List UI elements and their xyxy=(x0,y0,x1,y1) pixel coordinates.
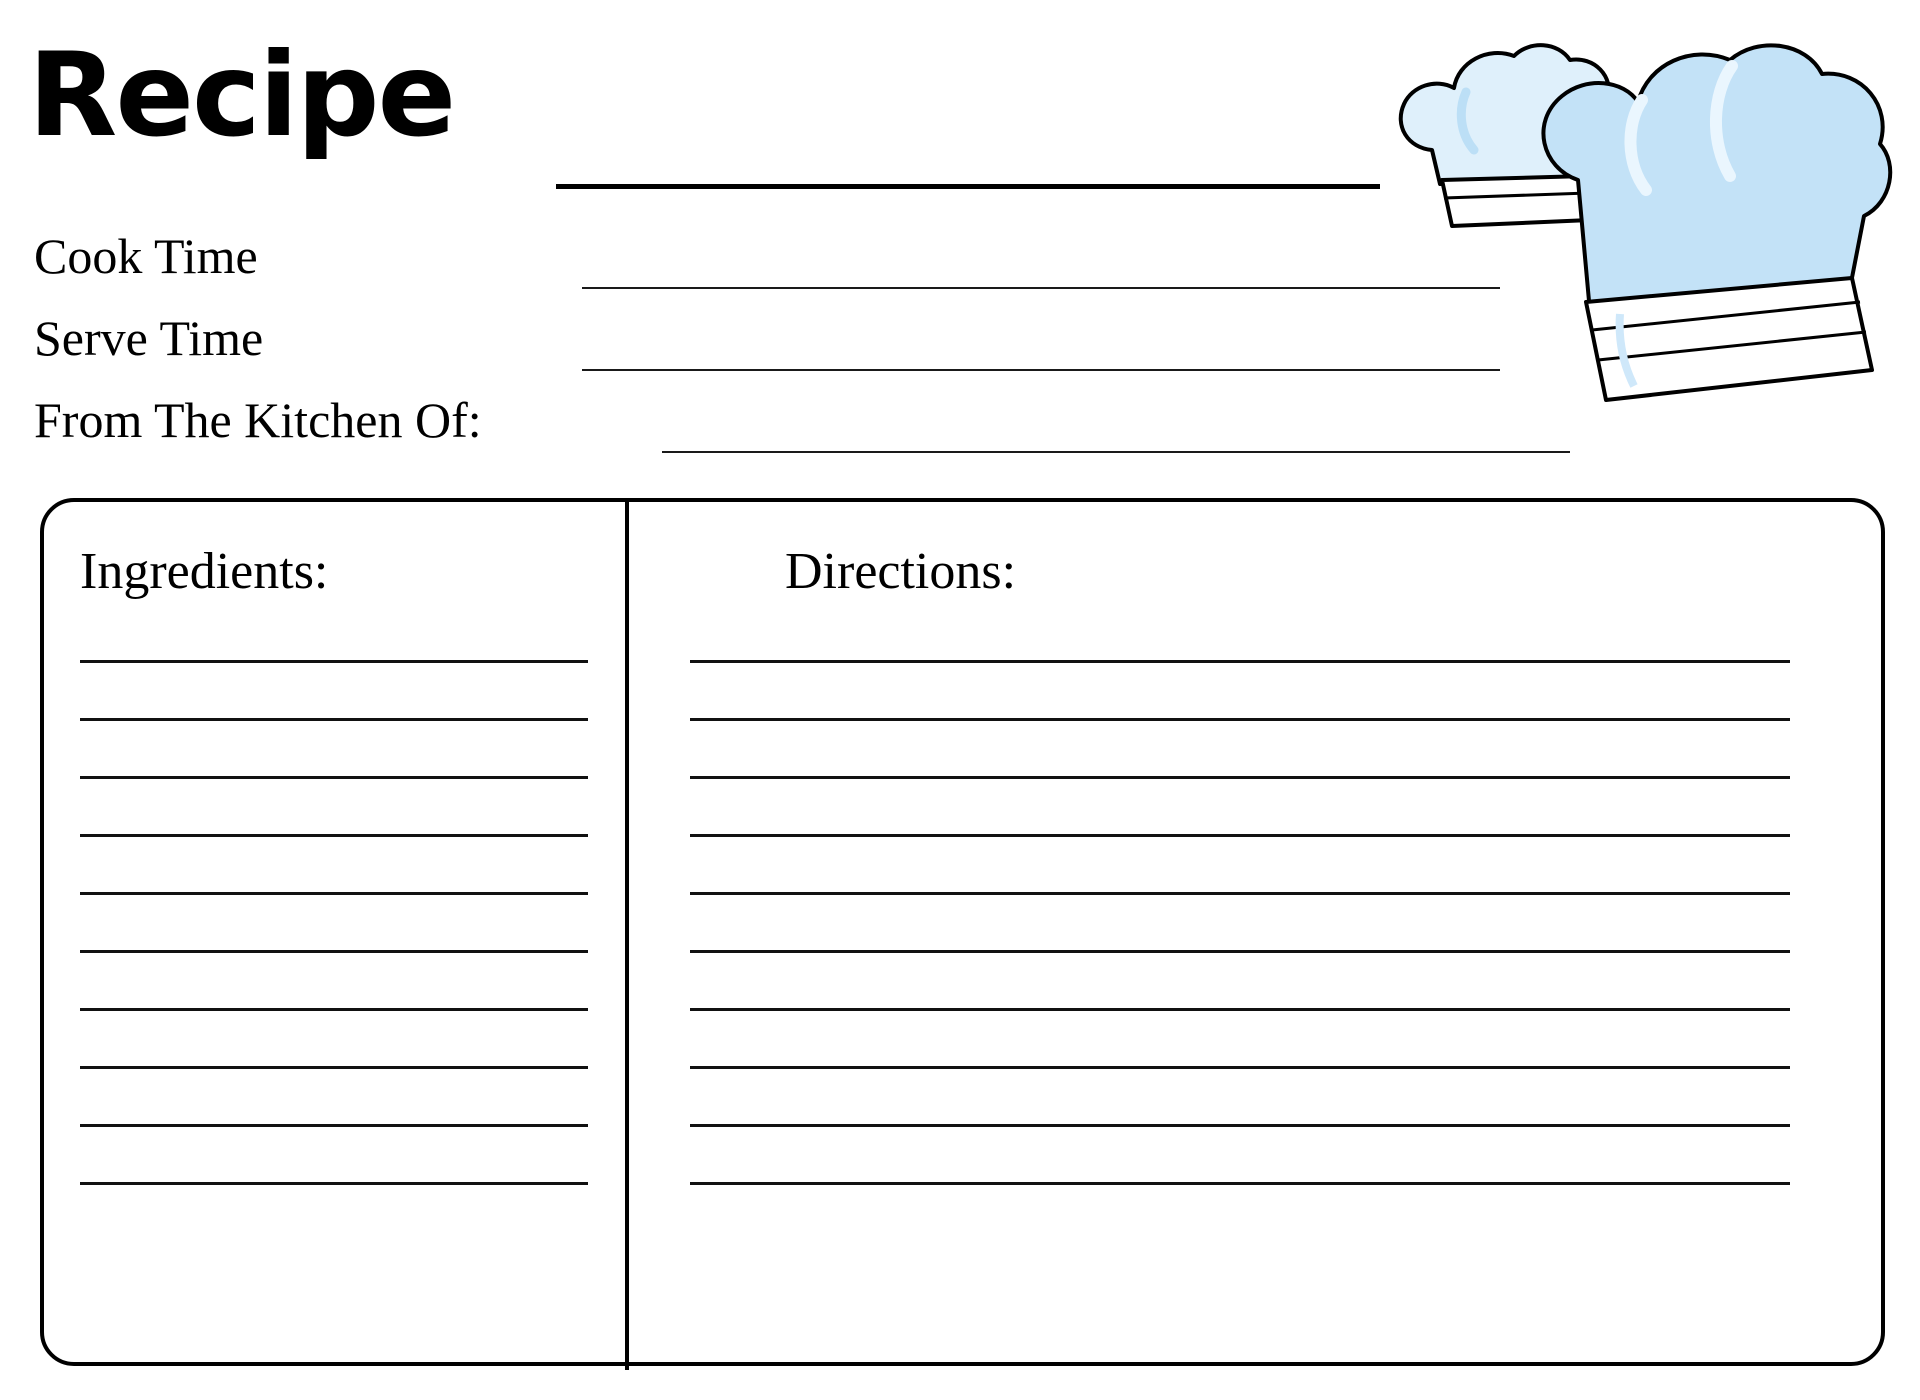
from-the-kitchen-of-writing-line[interactable] xyxy=(662,451,1570,453)
recipe-name-writing-line[interactable] xyxy=(556,184,1380,189)
direction-line[interactable] xyxy=(690,892,1790,895)
cook-time-label: Cook Time xyxy=(34,228,258,284)
ingredients-lines xyxy=(80,660,588,1240)
from-the-kitchen-of-label: From The Kitchen Of: xyxy=(34,392,482,448)
cook-time-writing-line[interactable] xyxy=(582,287,1500,289)
card-column-divider xyxy=(625,498,629,1370)
title-row xyxy=(28,28,1428,168)
direction-line[interactable] xyxy=(690,834,1790,837)
ingredient-line[interactable] xyxy=(80,950,588,953)
direction-line[interactable] xyxy=(690,1182,1790,1185)
direction-line[interactable] xyxy=(690,1124,1790,1127)
ingredient-line[interactable] xyxy=(80,1066,588,1069)
serve-time-label: Serve Time xyxy=(34,310,264,366)
serve-time-writing-line[interactable] xyxy=(582,369,1500,371)
direction-line[interactable] xyxy=(690,950,1790,953)
ingredient-line[interactable] xyxy=(80,834,588,837)
directions-heading: Directions: xyxy=(785,543,1017,600)
directions-lines xyxy=(690,660,1790,1240)
ingredient-line[interactable] xyxy=(80,776,588,779)
ingredient-line[interactable] xyxy=(80,1008,588,1011)
direction-line[interactable] xyxy=(690,1008,1790,1011)
direction-line[interactable] xyxy=(690,1066,1790,1069)
ingredient-line[interactable] xyxy=(80,1124,588,1127)
page-title: Recipe xyxy=(28,28,455,163)
direction-line[interactable] xyxy=(690,660,1790,663)
ingredient-line[interactable] xyxy=(80,660,588,663)
meta-row-from-the-kitchen-of xyxy=(34,389,1634,471)
direction-line[interactable] xyxy=(690,776,1790,779)
direction-line[interactable] xyxy=(690,718,1790,721)
ingredient-line[interactable] xyxy=(80,1182,588,1185)
meta-row-cook-time xyxy=(34,225,1634,307)
ingredient-line[interactable] xyxy=(80,892,588,895)
ingredient-line[interactable] xyxy=(80,718,588,721)
meta-row-serve-time xyxy=(34,307,1634,389)
meta-fields xyxy=(34,225,1634,471)
ingredients-heading: Ingredients: xyxy=(80,543,329,600)
